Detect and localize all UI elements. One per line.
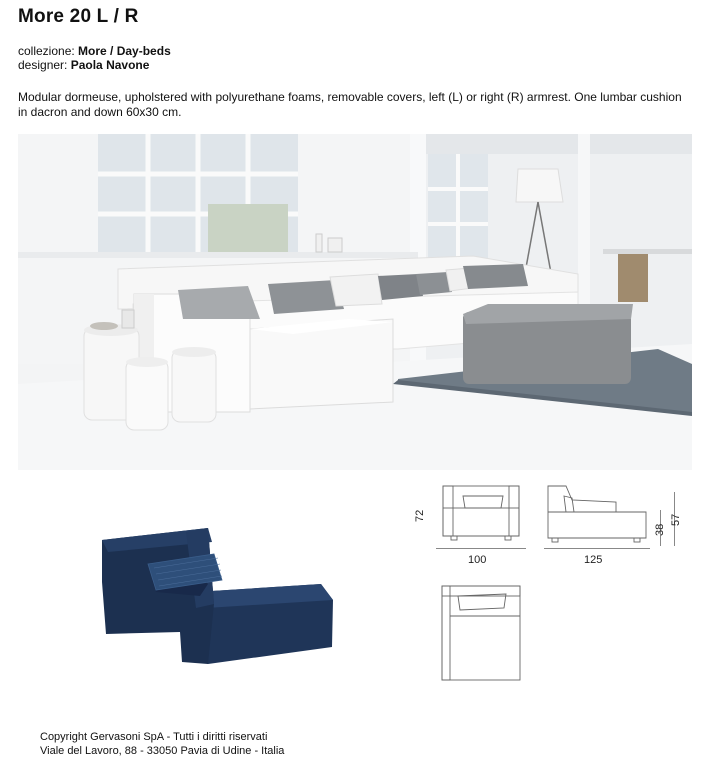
- side-depth-label: 125: [584, 554, 603, 566]
- address-text: Viale del Lavoro, 88 - 33050 Pavia di Udine - Italia: [40, 745, 285, 757]
- copyright-text: Copyright Gervasoni SpA - Tutti i diritti riservati: [40, 731, 268, 743]
- front-view-drawing: [436, 480, 526, 542]
- designer-value: Paola Navone: [70, 58, 150, 72]
- product-description: Modular dormeuse, upholstered with polyurethane foams, removable covers, left (L) or right (R) armrest. One lumbar cushion in dacron and down 60x30 cm.: [18, 90, 682, 119]
- side-view-drawing: [544, 482, 650, 544]
- top-view-drawing: [438, 580, 526, 684]
- collection-value: More / Day-beds: [78, 44, 171, 58]
- front-width-label: 100: [468, 554, 487, 566]
- side-seat-height-label: 38: [654, 523, 666, 536]
- front-height-label: 72: [414, 509, 426, 522]
- side-depth-dimension-line: [544, 548, 650, 549]
- collection-line: [18, 44, 171, 58]
- designer-line: [18, 58, 149, 72]
- room-photo: [18, 134, 692, 470]
- designer-label: designer:: [18, 58, 68, 72]
- side-total-height-label: 57: [670, 513, 682, 526]
- collection-label: collezione:: [18, 44, 75, 58]
- front-width-dimension-line: [436, 548, 526, 549]
- chaise-product-photo: [96, 512, 336, 672]
- product-title: More 20 L / R: [18, 6, 139, 27]
